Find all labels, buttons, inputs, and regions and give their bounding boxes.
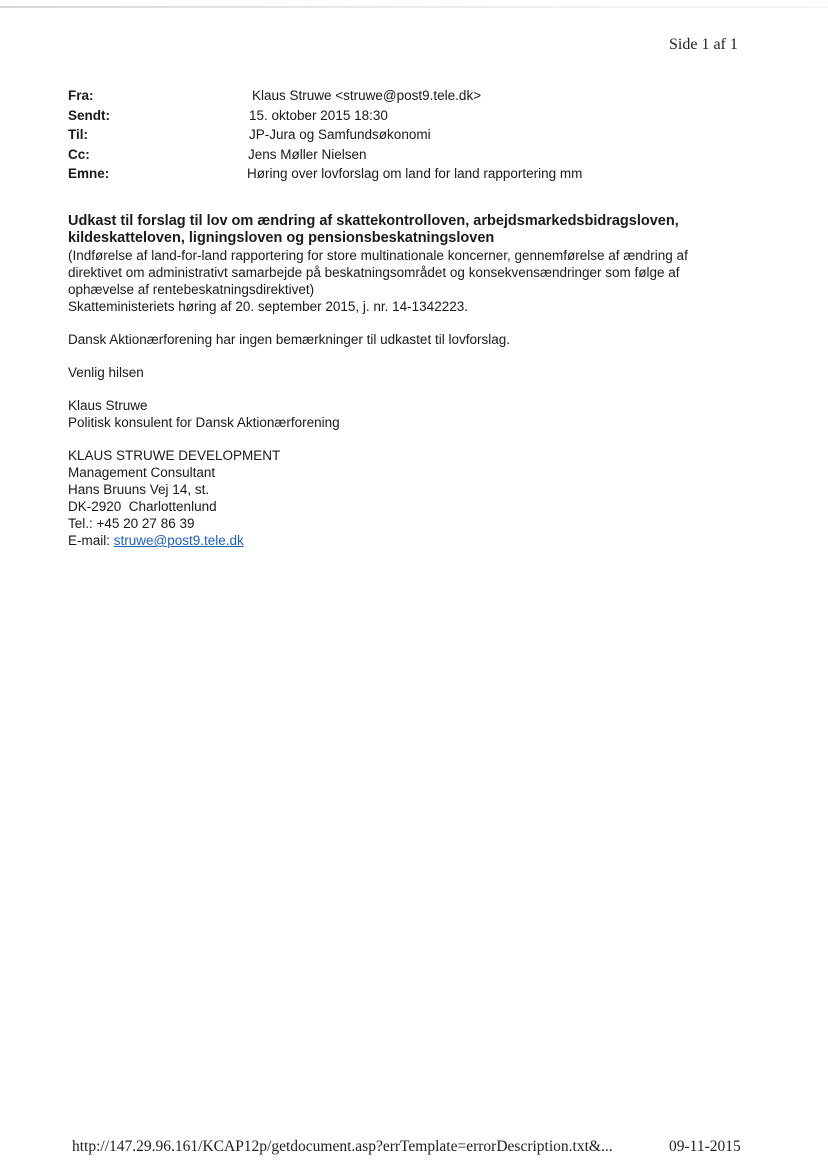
sent-value: 15. oktober 2015 18:30 (249, 107, 388, 123)
signer-title: Politisk konsulent for Dansk Aktionærforening (68, 415, 340, 430)
email-link[interactable]: struwe@post9.tele.dk (113, 533, 244, 548)
header-row-cc (68, 145, 768, 165)
header-row-sent (68, 106, 768, 126)
sent-label: Sendt: (68, 107, 110, 123)
from-label: Fra: (68, 88, 94, 103)
footer-date: 09-11-2015 (669, 1138, 741, 1155)
signature-city: DK-2920 Charlottenlund (68, 499, 217, 514)
page-number: Side 1 af 1 (669, 36, 738, 53)
bill-intro-line-2: direktivet om administrativt samarbejde på beskatningsområdet og konsekvensændringer som følge af (68, 265, 680, 280)
bill-intro-line-1: (Indførelse af land-for-land rapportering for store multinationale koncerner, gennemførelse af ændring af (68, 248, 688, 263)
signature-role: Management Consultant (68, 465, 216, 480)
header-row-from (68, 86, 768, 106)
email-headers (68, 86, 768, 184)
statement: Dansk Aktionærforening har ingen bemærkninger til udkastet til lovforslag. (68, 332, 510, 347)
hearing-reference: Skatteministeriets høring af 20. september 2015, j. nr. 14-1342223. (68, 299, 468, 314)
bill-title-line-2: kildeskatteloven, ligningsloven og pensionsbeskatningsloven (68, 230, 495, 246)
header-row-subject (68, 164, 768, 184)
cc-value: Jens Møller Nielsen (248, 146, 367, 162)
greeting: Venlig hilsen (68, 365, 144, 380)
bill-title-line-1: Udkast til forslag til lov om ændring af skattekontrolloven, arbejdsmarkedsbidragsloven, (68, 213, 679, 229)
signature-phone: Tel.: +45 20 27 86 39 (68, 516, 195, 531)
bill-intro-line-3: ophævelse af rentebeskatningsdirektivet) (68, 282, 315, 297)
signer-name: Klaus Struwe (68, 398, 148, 413)
cc-label: Cc: (68, 146, 90, 162)
from-value: Klaus Struwe <struwe@post9.tele.dk> (252, 88, 482, 103)
signature-address: Hans Bruuns Vej 14, st. (68, 482, 210, 497)
scan-edge (0, 6, 828, 8)
subject-label: Emne: (68, 166, 110, 181)
to-label: Til: (68, 127, 88, 142)
email-label: E-mail: (68, 533, 114, 548)
header-row-to (68, 125, 768, 145)
signature-company: KLAUS STRUWE DEVELOPMENT (68, 448, 281, 463)
signature-email (68, 532, 768, 549)
footer-url: http://147.29.96.161/KCAP12p/getdocument.asp?errTemplate=errorDescription.txt&... (72, 1138, 613, 1155)
email-body (68, 213, 768, 549)
to-value: JP-Jura og Samfundsøkonomi (249, 127, 431, 142)
subject-value: Høring over lovforslag om land for land rapportering mm (247, 166, 583, 181)
